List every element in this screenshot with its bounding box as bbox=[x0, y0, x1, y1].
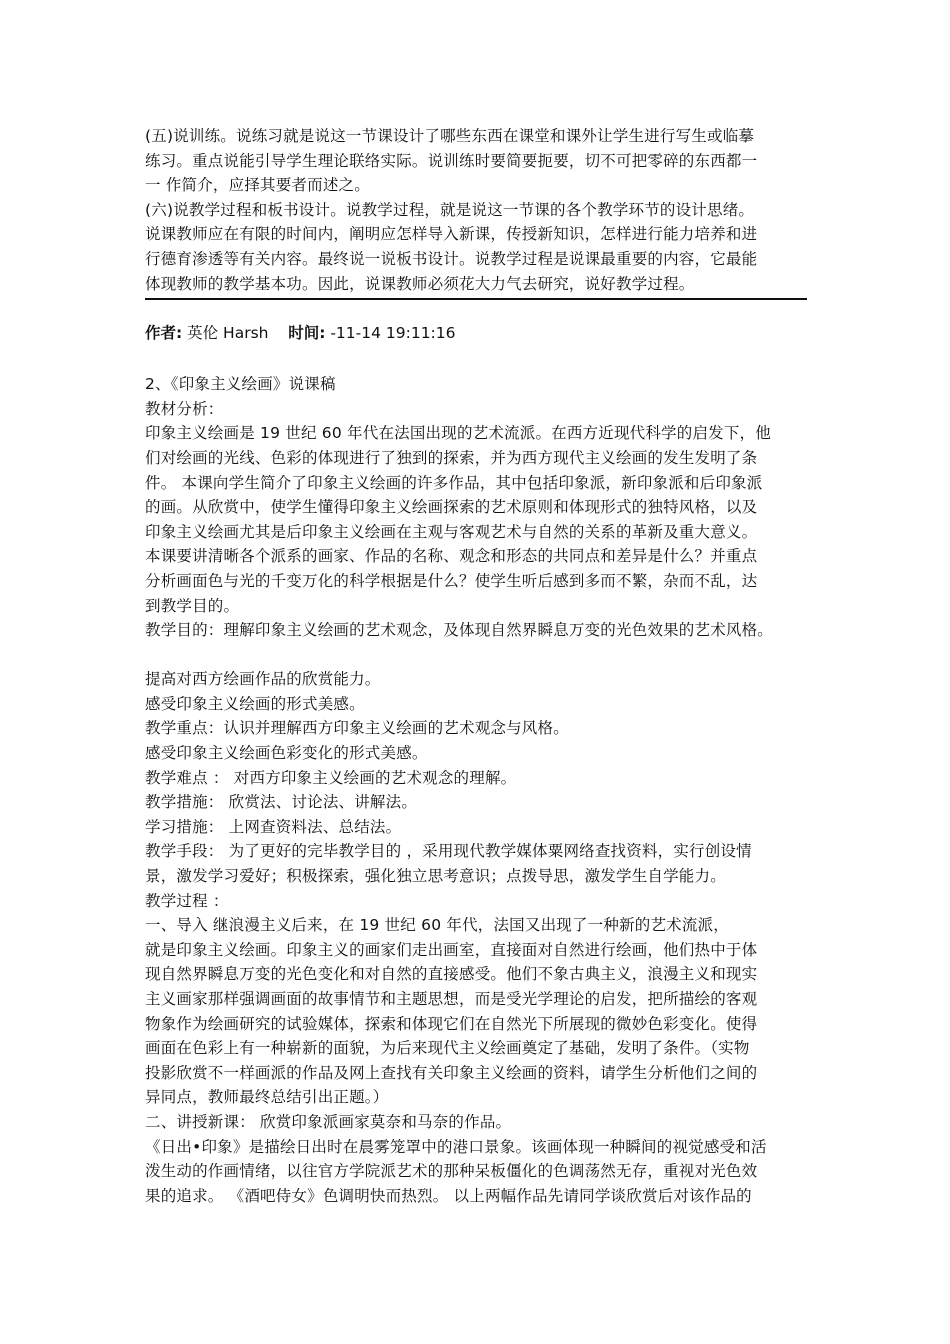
text-line: 分析画面色与光的千变万化的科学根据是什么？使学生听后感到多而不繁，杂而不乱，达 bbox=[145, 571, 758, 590]
text-line: 们对绘画的光线、色彩的体现进行了独到的探索，并为西方现代主义绘画的发生发明了条 bbox=[145, 448, 758, 467]
text-line: 印象主义绘画尤其是后印象主义绘画在主观与客观艺术与自然的关系的革新及重大意义。 bbox=[145, 522, 758, 541]
text-line: 就是印象主义绘画。印象主义的画家们走出画室，直接面对自然进行绘画，他们热中于体 bbox=[145, 940, 758, 959]
time-value: -11-14 19:11:16 bbox=[325, 324, 456, 343]
text-line: 行德育渗透等有关内容。最终说一说板书设计。说教学过程是说课最重要的内容，它最能 bbox=[145, 249, 758, 268]
text-line: 《日出•印象》是描绘日出时在晨雾笼罩中的港口景象。该画体现一种瞬间的视觉感受和活 bbox=[145, 1137, 767, 1156]
text-line: (五)说训练。说练习就是说这一节课设计了哪些东西在课堂和课外让学生进行写生或临摹 bbox=[145, 127, 755, 145]
text-line: 画面在色彩上有一种崭新的面貌，为后来现代主义绘画奠定了基础，发明了条件。（实物 bbox=[145, 1039, 750, 1058]
text-line: (六)说教学过程和板书设计。说教学过程，就是说这一节课的各个教学环节的设计思绪。 bbox=[145, 200, 755, 219]
text-line: 教学过程 ： bbox=[145, 891, 229, 910]
text-line: 教材分析： bbox=[145, 399, 224, 418]
article bbox=[145, 372, 807, 1208]
text-line: 投影欣赏不一样画派的作品及网上查找有关印象主义绘画的资料，请学生分析他们之间的 bbox=[145, 1063, 758, 1082]
author-value: 英伦 Harsh bbox=[182, 324, 269, 343]
text-line: 印象主义绘画是 19 世纪 60 年代在法国出现的艺术流派。在西方近现代科学的启发下，他 bbox=[145, 424, 771, 443]
text-line: 本课要讲清晰各个派系的画家、作品的名称、观念和形态的共同点和差异是什么？并重点 bbox=[145, 547, 758, 566]
post-meta bbox=[145, 321, 807, 345]
text-line: 体现教师的教学基本功。因此，说课教师必须花大力气去研究，说好教学过程。 bbox=[145, 274, 695, 293]
text-line: 教学难点 ： 对西方印象主义绘画的艺术观念的理解。 bbox=[145, 768, 517, 787]
text-line: 件。 本课向学生简介了印象主义绘画的许多作品，其中包括印象派，新印象派和后印象派 bbox=[145, 473, 763, 492]
text-line: 教学重点：认识并理解西方印象主义绘画的艺术观念与风格。 bbox=[145, 719, 569, 738]
text-line: 果的追求。 《酒吧侍女》色调明快而热烈。 以上两幅作品先请同学谈欣赏后对该作品的 bbox=[145, 1186, 752, 1205]
text-line: 教学目的：理解印象主义绘画的艺术观念，及体现自然界瞬息万变的光色效果的艺术风格。 bbox=[145, 621, 774, 640]
text-line: 主义画家那样强调画面的故事情节和主题思想，而是受光学理论的启发，把所描绘的客观 bbox=[145, 990, 758, 1008]
text-line: 二、讲授新课： 欣赏印象派画家莫奈和马奈的作品。 bbox=[145, 1112, 512, 1131]
text-line: 景，激发学习爱好；积极探索，强化独立思考意识；点拨导思，激发学生自学能力。 bbox=[145, 867, 726, 886]
text-line: 泼生动的作画情绪，以往官方学院派艺术的那种呆板僵化的色调荡然无存，重视对光色效 bbox=[145, 1162, 758, 1181]
text-line: 提高对西方绘画作品的欣赏能力。 bbox=[145, 670, 381, 689]
text-line: 练习。重点说能引导学生理论联络实际。说训练时要简要扼要，切不可把零碎的东西都一 bbox=[145, 151, 758, 170]
article-title: 2、《印象主义绘画》说课稿 bbox=[145, 375, 336, 394]
horizontal-rule bbox=[145, 298, 807, 300]
text-line: 说课教师应在有限的时间内，阐明应怎样导入新课，传授新知识，怎样进行能力培养和进 bbox=[145, 225, 758, 244]
text-line: 一 作简介，应择其要者而述之。 bbox=[145, 176, 370, 195]
document-page bbox=[145, 124, 807, 1208]
text-line: 学习措施： 上网查资料法、总结法。 bbox=[145, 817, 402, 836]
text-line: 的画。从欣赏中，使学生懂得印象主义绘画探索的艺术原则和体现形式的独特风格，以及 bbox=[145, 498, 758, 517]
blank-line bbox=[145, 643, 807, 668]
text-line: 异同点，教师最终总结引出正题。） bbox=[145, 1088, 389, 1107]
text-line: 一、导入 继浪漫主义后来，在 19 世纪 60 年代，法国又出现了一种新的艺术流派， bbox=[145, 916, 729, 935]
author-label: 作者: bbox=[145, 324, 183, 343]
text-line: 教学手段： 为了更好的完毕教学目的 ，采用现代教学媒体粟网络查找资料，实行创设情 bbox=[145, 842, 752, 861]
time-label: 时间: bbox=[288, 324, 326, 343]
section-top bbox=[145, 124, 807, 296]
text-line: 物象作为绘画研究的试验媒体，探索和体现它们在自然光下所展现的微妙色彩变化。使得 bbox=[145, 1014, 758, 1033]
text-line: 感受印象主义绘画色彩变化的形式美感。 bbox=[145, 744, 428, 763]
text-line: 感受印象主义绘画的形式美感。 bbox=[145, 694, 365, 713]
text-line: 现自然界瞬息万变的光色变化和对自然的直接感受。他们不象古典主义，浪漫主义和现实 bbox=[145, 965, 758, 984]
text-line: 教学措施： 欣赏法、讨论法、讲解法。 bbox=[145, 793, 418, 812]
text-line: 到教学目的。 bbox=[145, 596, 240, 615]
